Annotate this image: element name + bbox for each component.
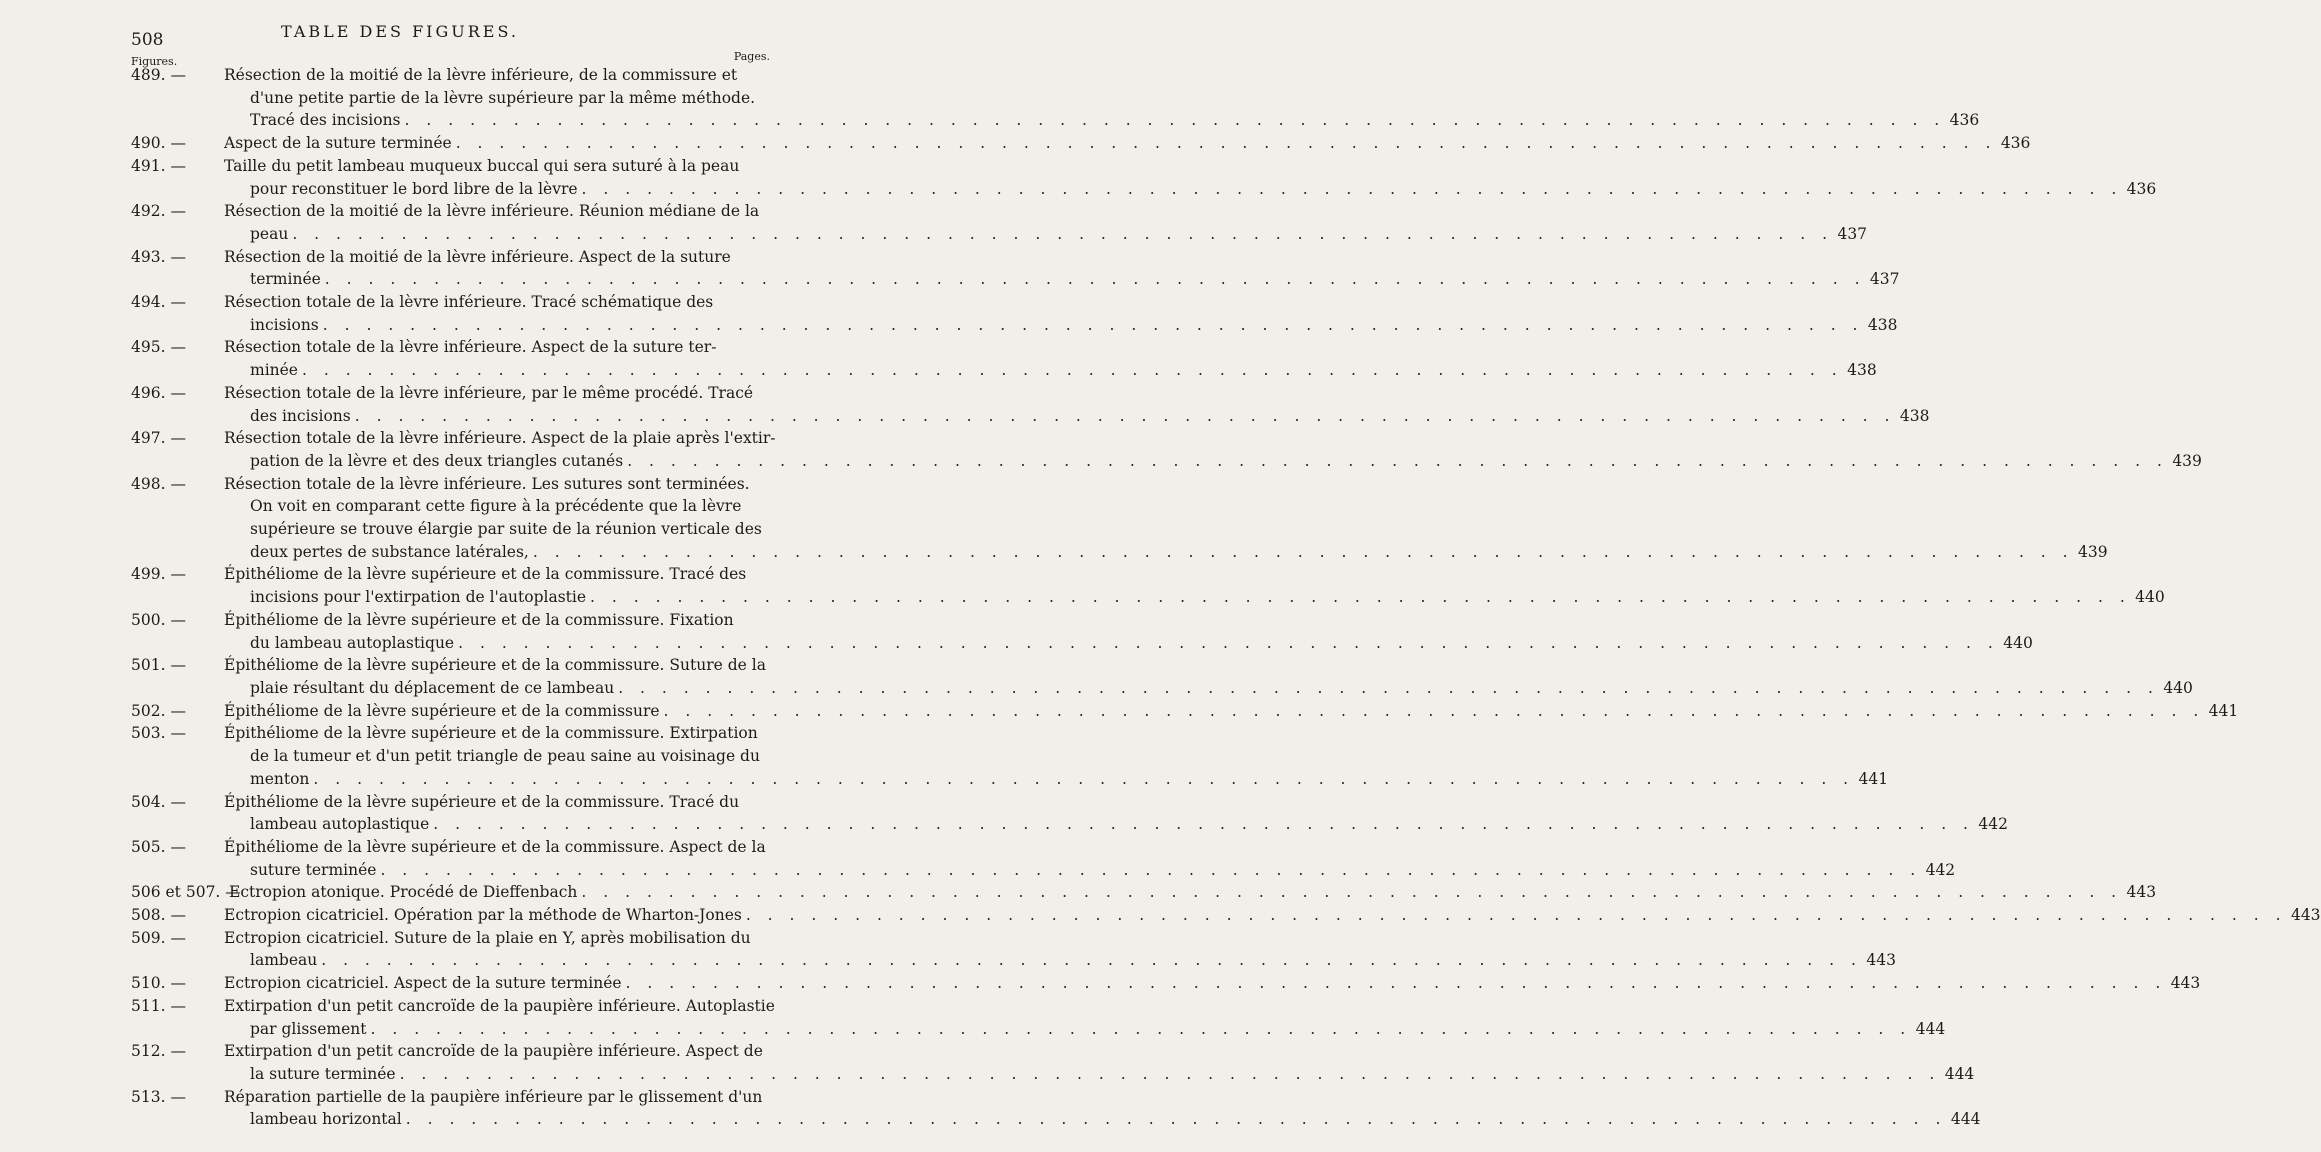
page-reference: 436 [2000, 134, 2031, 153]
caption-line: peau [250, 224, 289, 243]
figure-entry [131, 64, 1980, 132]
page-reference: 438 [1847, 361, 1877, 380]
figure-number: 501. — [131, 656, 186, 675]
figure-entry [131, 609, 2033, 654]
caption-last-line [224, 405, 1929, 428]
figure-caption [224, 609, 2033, 654]
caption-last-line [224, 223, 1867, 246]
caption-line: Aspect de la suture terminée [224, 134, 452, 153]
caption-last-line [224, 949, 1896, 972]
caption-line: Épithéliome de la lèvre supérieure et de la commissure. Aspect de la [224, 837, 766, 856]
figure-caption [224, 1086, 1980, 1131]
figure-caption [224, 336, 1877, 381]
caption-line: menton [250, 769, 310, 788]
caption-line: Épithéliome de la lèvre supérieure et de la commissure [224, 701, 660, 720]
figure-caption [224, 427, 2202, 472]
page-reference: 440 [2003, 633, 2033, 652]
page-reference: 442 [1925, 860, 1956, 879]
caption-line: incisions pour l'extirpation de l'autoplastie [250, 588, 587, 607]
figure-entry [131, 1086, 1981, 1131]
caption-line: Ectropion atonique. Procédé de Dieffenbach [229, 883, 578, 902]
caption-line: Ectropion cicatriciel. Opération par la méthode de Wharton-Jones [224, 906, 742, 925]
caption-line: Épithéliome de la lèvre supérieure et de la commissure. Extirpation [224, 724, 758, 743]
dot-leader: . . . . . . . . . . . . . . . . . . . . . . . . . . . . . . . . . . . . . . . . . . . . . . . . . . . . . . . . . . . . . . . . . . . . . . . [313, 769, 1855, 788]
caption-line: Ectropion cicatriciel. Suture de la plaie en Y, après mobilisation du [224, 928, 751, 947]
caption-line: Ectropion cicatriciel. Aspect de la suture terminée [224, 974, 622, 993]
dot-leader: . . . . . . . . . . . . . . . . . . . . . . . . . . . . . . . . . . . . . . . . . . . . . . . . . . . . . . . . . . . . . . . . . . . . . . . [532, 542, 2074, 561]
caption-line: Extirpation d'un petit cancroïde de la paupière inférieure. Autoplastie [224, 996, 775, 1015]
caption-last-line [224, 359, 1877, 382]
figure-number: 502. — [131, 701, 186, 720]
caption-line: supérieure se trouve élargie par suite de la réunion verticale des [250, 520, 762, 539]
figure-caption [224, 473, 2108, 564]
figure-caption [224, 246, 1900, 291]
dot-leader: . . . . . . . . . . . . . . . . . . . . . . . . . . . . . . . . . . . . . . . . . . . . . . . . . . . . . . . . . . . . . . . . . . . . . . . [618, 678, 2159, 697]
figure-number: 498. — [131, 474, 186, 493]
figure-caption [224, 382, 1929, 427]
figure-entry [131, 1040, 1975, 1085]
caption-line: Épithéliome de la lèvre supérieure et de la commissure. Tracé des [224, 565, 747, 584]
caption-line: des incisions [250, 406, 351, 425]
dot-leader: . . . . . . . . . . . . . . . . . . . . . . . . . . . . . . . . . . . . . . . . . . . . . . . . . . . . . . . . . . . . . . . . . . . . . . . [324, 270, 1866, 289]
figure-caption [224, 700, 2238, 723]
page-reference: 440 [2163, 678, 2193, 697]
caption-line: Résection de la moitié de la lèvre inférieure, de la commissure et [224, 66, 738, 84]
figure-caption [224, 654, 2193, 699]
figure-caption [224, 972, 2200, 995]
caption-line: minée [250, 361, 298, 380]
dot-leader: . . . . . . . . . . . . . . . . . . . . . . . . . . . . . . . . . . . . . . . . . . . . . . . . . . . . . . . . . . . . . . . . . . . . . . . [745, 906, 2287, 925]
caption-line: Résection de la moitié de la lèvre inférieure. Aspect de la suture [224, 247, 731, 266]
figure-number: 497. — [131, 429, 186, 448]
caption-line: Résection totale de la lèvre inférieure. Aspect de la suture ter- [224, 338, 717, 357]
dot-leader: . . . . . . . . . . . . . . . . . . . . . . . . . . . . . . . . . . . . . . . . . . . . . . . . . . . . . . . . . . . . . . . . . . . . . . . [581, 883, 2123, 902]
figure-entry [131, 654, 2193, 699]
caption-line: Résection totale de la lèvre inférieure. Aspect de la plaie après l'extir- [224, 429, 776, 448]
figure-entry [131, 836, 1956, 881]
page-reference: 443 [2290, 906, 2321, 925]
caption-line: du lambeau autoplastique [250, 633, 455, 652]
figure-entry [131, 700, 2239, 723]
caption-last-line [224, 859, 1955, 882]
caption-line: Épithéliome de la lèvre supérieure et de la commissure. Fixation [224, 610, 734, 629]
caption-last-line [224, 700, 2238, 723]
figure-entry [131, 427, 2202, 472]
dot-leader: . . . . . . . . . . . . . . . . . . . . . . . . . . . . . . . . . . . . . . . . . . . . . . . . . . . . . . . . . . . . . . . . . . . . . . . [455, 134, 1997, 153]
figure-entry [131, 473, 2108, 564]
caption-last-line [224, 1063, 1974, 1086]
dot-leader: . . . . . . . . . . . . . . . . . . . . . . . . . . . . . . . . . . . . . . . . . . . . . . . . . . . . . . . . . . . . . . . . . . . . . . . [301, 361, 1843, 380]
page-reference: 443 [1866, 951, 1896, 970]
figure-caption [224, 836, 1955, 881]
figure-entry [131, 791, 2008, 836]
page-reference: 441 [2208, 701, 2239, 720]
figure-entry [131, 722, 1889, 790]
caption-line: Résection totale de la lèvre inférieure. Les sutures sont terminées. [224, 474, 750, 493]
page-number: 508 [131, 30, 164, 50]
figure-entry [131, 155, 2157, 200]
caption-last-line [224, 904, 2321, 927]
page-reference: 444 [1915, 1019, 1946, 1038]
page-reference: 443 [2170, 974, 2201, 993]
dot-leader: . . . . . . . . . . . . . . . . . . . . . . . . . . . . . . . . . . . . . . . . . . . . . . . . . . . . . . . . . . . . . . . . . . . . . . . [627, 451, 2168, 470]
caption-last-line [224, 450, 2202, 473]
caption-last-line [224, 1018, 1945, 1041]
dot-leader: . . . . . . . . . . . . . . . . . . . . . . . . . . . . . . . . . . . . . . . . . . . . . . . . . . . . . . . . . . . . . . . . . . . . . . . [370, 1019, 1912, 1038]
figure-entry [131, 246, 1900, 291]
figure-number: 503. — [131, 724, 186, 743]
caption-line: lambeau [250, 951, 318, 970]
caption-last-line [229, 881, 2156, 904]
figure-caption [229, 881, 2156, 904]
figure-caption [224, 200, 1867, 245]
caption-last-line [224, 109, 1979, 132]
caption-last-line [224, 586, 2165, 609]
caption-line: Résection totale de la lèvre inférieure. Tracé schématique des [224, 293, 714, 312]
figure-number: 490. — [131, 134, 186, 153]
figure-number: 510. — [131, 974, 186, 993]
figure-number: 489. — [131, 66, 186, 84]
figure-list [131, 64, 2321, 1131]
caption-line: de la tumeur et d'un petit triangle de peau saine au voisinage du [250, 747, 760, 766]
running-title: TABLE DES FIGURES. [281, 22, 519, 41]
page-reference: 437 [1837, 224, 1868, 243]
dot-leader: . . . . . . . . . . . . . . . . . . . . . . . . . . . . . . . . . . . . . . . . . . . . . . . . . . . . . . . . . . . . . . . . . . . . . . . [625, 974, 2167, 993]
caption-line: lambeau horizontal [250, 1110, 402, 1129]
figure-entry [131, 881, 2157, 904]
figure-entry [131, 904, 2321, 927]
figure-caption [224, 155, 2156, 200]
caption-line: deux pertes de substance latérales, [250, 542, 529, 561]
figure-number: 494. — [131, 293, 186, 312]
dot-leader: . . . . . . . . . . . . . . . . . . . . . . . . . . . . . . . . . . . . . . . . . . . . . . . . . . . . . . . . . . . . . . . . . . . . . . . [581, 179, 2123, 198]
figure-number: 508. — [131, 906, 186, 925]
caption-line: suture terminée [250, 860, 377, 879]
caption-line: Extirpation d'un petit cancroïde de la paupière inférieure. Aspect de [224, 1042, 763, 1061]
page-reference: 437 [1869, 270, 1900, 289]
figure-entry [131, 336, 1877, 381]
page-reference: 439 [2078, 542, 2108, 561]
caption-last-line [224, 972, 2200, 995]
caption-line: Résection totale de la lèvre inférieure, par le même procédé. Tracé [224, 383, 754, 402]
dot-leader: . . . . . . . . . . . . . . . . . . . . . . . . . . . . . . . . . . . . . . . . . . . . . . . . . . . . . . . . . . . . . . . . . . . . . . . [458, 633, 1999, 652]
figure-caption [224, 563, 2165, 608]
caption-line: Épithéliome de la lèvre supérieure et de la commissure. Suture de la [224, 656, 766, 675]
figure-number: 511. — [131, 996, 186, 1015]
figure-caption [224, 291, 1897, 336]
figure-entry [131, 995, 1946, 1040]
dot-leader: . . . . . . . . . . . . . . . . . . . . . . . . . . . . . . . . . . . . . . . . . . . . . . . . . . . . . . . . . . . . . . . . . . . . . . . [380, 860, 1922, 879]
figure-caption [224, 995, 1945, 1040]
dot-leader: . . . . . . . . . . . . . . . . . . . . . . . . . . . . . . . . . . . . . . . . . . . . . . . . . . . . . . . . . . . . . . . . . . . . . . . [354, 406, 1896, 425]
page-reference: 444 [1950, 1110, 1981, 1129]
figure-number: 505. — [131, 837, 186, 856]
figure-entry [131, 291, 1898, 336]
pages-column-label: Pages. [733, 50, 770, 63]
page-reference: 440 [2135, 588, 2165, 607]
figure-number: 492. — [131, 202, 186, 221]
dot-leader: . . . . . . . . . . . . . . . . . . . . . . . . . . . . . . . . . . . . . . . . . . . . . . . . . . . . . . . . . . . . . . . . . . . . . . . [433, 815, 1974, 834]
figure-number: 500. — [131, 610, 186, 629]
figure-entry [131, 972, 2201, 995]
caption-last-line [224, 677, 2193, 700]
dot-leader: . . . . . . . . . . . . . . . . . . . . . . . . . . . . . . . . . . . . . . . . . . . . . . . . . . . . . . . . . . . . . . . . . . . . . . . [663, 701, 2205, 720]
figure-number: 495. — [131, 338, 186, 357]
figure-entry [131, 563, 2165, 608]
dot-leader: . . . . . . . . . . . . . . . . . . . . . . . . . . . . . . . . . . . . . . . . . . . . . . . . . . . . . . . . . . . . . . . . . . . . . . . [404, 111, 1946, 130]
caption-line: Épithéliome de la lèvre supérieure et de la commissure. Tracé du [224, 792, 740, 811]
figure-number: 504. — [131, 792, 186, 811]
figure-entry [131, 200, 1868, 245]
figure-caption [224, 791, 2008, 836]
page-reference: 436 [2126, 179, 2157, 198]
caption-last-line [224, 768, 1888, 791]
caption-line: Réparation partielle de la paupière inférieure par le glissement d'un [224, 1087, 763, 1106]
dot-leader: . . . . . . . . . . . . . . . . . . . . . . . . . . . . . . . . . . . . . . . . . . . . . . . . . . . . . . . . . . . . . . . . . . . . . . . [405, 1110, 1947, 1129]
caption-last-line [224, 813, 2008, 836]
caption-line: pation de la lèvre et des deux triangles cutanés [250, 451, 624, 470]
caption-last-line [224, 132, 2030, 155]
caption-last-line [224, 314, 1897, 337]
caption-line: plaie résultant du déplacement de ce lambeau [250, 678, 615, 697]
figures-column-label: Figures. [131, 55, 178, 68]
page-reference: 438 [1867, 315, 1898, 334]
caption-line: la suture terminée [250, 1064, 396, 1083]
figure-caption [224, 132, 2030, 155]
caption-line: d'une petite partie de la lèvre supérieure par la même méthode. [250, 88, 756, 107]
page-reference: 439 [2172, 451, 2202, 470]
caption-line: incisions [250, 315, 319, 334]
caption-line: lambeau autoplastique [250, 815, 430, 834]
caption-last-line [224, 268, 1900, 291]
caption-last-line [224, 541, 2108, 564]
caption-line: Taille du petit lambeau muqueux buccal qui sera suturé à la peau [224, 156, 740, 175]
dot-leader: . . . . . . . . . . . . . . . . . . . . . . . . . . . . . . . . . . . . . . . . . . . . . . . . . . . . . . . . . . . . . . . . . . . . . . . [322, 315, 1864, 334]
page-reference: 436 [1949, 111, 1980, 130]
caption-last-line [224, 178, 2156, 201]
figure-caption [224, 904, 2321, 927]
dot-leader: . . . . . . . . . . . . . . . . . . . . . . . . . . . . . . . . . . . . . . . . . . . . . . . . . . . . . . . . . . . . . . . . . . . . . . . [292, 224, 1834, 243]
figure-entry [131, 132, 2031, 155]
caption-line: Tracé des incisions [250, 111, 401, 130]
page-reference: 443 [2126, 883, 2157, 902]
caption-last-line [224, 1108, 1980, 1131]
dot-leader: . . . . . . . . . . . . . . . . . . . . . . . . . . . . . . . . . . . . . . . . . . . . . . . . . . . . . . . . . . . . . . . . . . . . . . . [590, 588, 2131, 607]
figure-number: 496. — [131, 383, 186, 402]
page-reference: 441 [1858, 769, 1889, 788]
figure-entry [131, 382, 1930, 427]
figure-caption [224, 1040, 1974, 1085]
figure-number: 513. — [131, 1087, 186, 1106]
figure-number: 491. — [131, 156, 186, 175]
figure-entry [131, 927, 1896, 972]
figure-number: 493. — [131, 247, 186, 266]
figure-number: 512. — [131, 1042, 186, 1061]
figure-caption [224, 927, 1896, 972]
caption-line: On voit en comparant cette figure à la précédente que la lèvre [250, 497, 742, 516]
figure-number: 506 et 507. — [131, 883, 241, 902]
caption-line: par glissement [250, 1019, 367, 1038]
page-reference: 444 [1944, 1064, 1975, 1083]
caption-line: pour reconstituer le bord libre de la lèvre [250, 179, 578, 198]
page-reference: 442 [1978, 815, 2008, 834]
caption-last-line [224, 632, 2033, 655]
figure-caption [224, 722, 1888, 790]
figure-caption [224, 64, 1979, 132]
dot-leader: . . . . . . . . . . . . . . . . . . . . . . . . . . . . . . . . . . . . . . . . . . . . . . . . . . . . . . . . . . . . . . . . . . . . . . . [399, 1064, 1941, 1083]
caption-line: terminée [250, 270, 321, 289]
dot-leader: . . . . . . . . . . . . . . . . . . . . . . . . . . . . . . . . . . . . . . . . . . . . . . . . . . . . . . . . . . . . . . . . . . . . . . . [321, 951, 1862, 970]
figure-number: 499. — [131, 565, 186, 584]
figure-number: 509. — [131, 928, 186, 947]
page-reference: 438 [1899, 406, 1930, 425]
caption-line: Résection de la moitié de la lèvre inférieure. Réunion médiane de la [224, 202, 760, 221]
